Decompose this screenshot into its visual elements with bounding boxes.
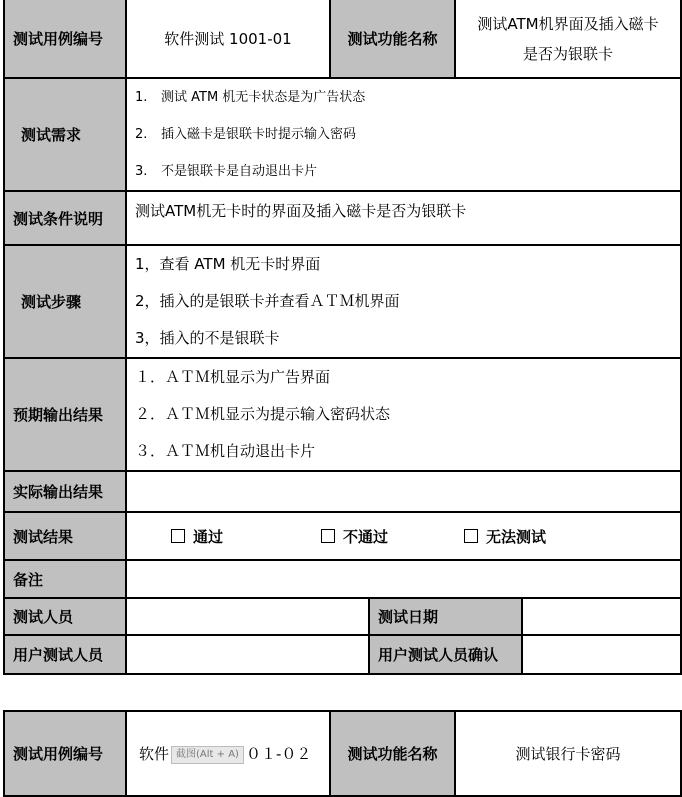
expected-label: 预期输出结果 <box>4 358 126 471</box>
user-tester-value[interactable] <box>126 635 369 674</box>
func-name-value <box>455 0 681 78</box>
checkbox-icon[interactable] <box>171 529 185 543</box>
user-tester-label: 用户测试人员 <box>4 635 126 674</box>
checkbox-icon[interactable] <box>321 529 335 543</box>
requirement-item: 1. 测试 ATM 机无卡状态是为广告状态 <box>135 90 366 105</box>
result-label: 测试结果 <box>4 512 126 560</box>
result-option-untestable[interactable]: 无法测试 <box>464 526 546 547</box>
case2-func-name-label: 测试功能名称 <box>330 711 455 796</box>
result-options <box>126 512 681 560</box>
expected-item: ２．ＡＴＭ机显示为提示输入密码状态 <box>135 405 391 423</box>
remark-value[interactable] <box>126 560 681 598</box>
expected-list <box>126 358 681 471</box>
user-confirm-label: 用户测试人员确认 <box>369 635 522 674</box>
requirements-list <box>126 78 681 191</box>
result-option-pass[interactable]: 通过 <box>171 526 321 547</box>
condition-label: 测试条件说明 <box>4 191 126 245</box>
tester-value[interactable] <box>126 598 369 635</box>
test-case-table-1 <box>3 0 682 675</box>
case2-id-value: 软件 截图(Alt + A) ０１-０２ <box>126 711 330 796</box>
req-label: 测试需求 <box>4 78 126 191</box>
checkbox-icon[interactable] <box>464 529 478 543</box>
actual-label: 实际输出结果 <box>4 471 126 512</box>
test-date-value[interactable] <box>522 598 681 635</box>
requirement-item: 3. 不是银联卡是自动退出卡片 <box>135 164 318 179</box>
case-id-label: 测试用例编号 <box>4 0 126 78</box>
steps-list <box>126 245 681 358</box>
expected-item: ３．ＡＴＭ机自动退出卡片 <box>135 442 316 460</box>
test-case-table-2 <box>3 710 682 797</box>
tester-label: 测试人员 <box>4 598 126 635</box>
case2-id-label: 测试用例编号 <box>4 711 126 796</box>
func-name-label: 测试功能名称 <box>330 0 455 78</box>
requirement-item: 2. 插入磁卡是银联卡时提示输入密码 <box>135 127 357 142</box>
step-item: 2，插入的是银联卡并查看ＡＴＭ机界面 <box>135 292 400 310</box>
step-item: 3，插入的不是银联卡 <box>135 329 280 347</box>
case-id-value: 软件测试 1001-01 <box>126 0 330 78</box>
expected-item: １．ＡＴＭ机显示为广告界面 <box>135 368 331 386</box>
test-date-label: 测试日期 <box>369 598 522 635</box>
func-name-line-2: 是否为银联卡 <box>523 44 614 63</box>
case2-func-name-value: 测试银行卡密码 <box>455 711 681 796</box>
actual-value[interactable] <box>126 471 681 512</box>
func-name-line-1: 测试ATM机界面及插入磁卡 <box>477 14 659 33</box>
step-item: 1，查看 ATM 机无卡时界面 <box>135 255 321 273</box>
condition-value: 测试ATM机无卡时的界面及插入磁卡是否为银联卡 <box>126 191 681 245</box>
remark-label: 备注 <box>4 560 126 598</box>
user-confirm-value[interactable] <box>522 635 681 674</box>
steps-label: 测试步骤 <box>4 245 126 358</box>
result-option-fail[interactable]: 不通过 <box>321 526 464 547</box>
screenshot-tooltip: 截图(Alt + A) <box>171 746 244 764</box>
